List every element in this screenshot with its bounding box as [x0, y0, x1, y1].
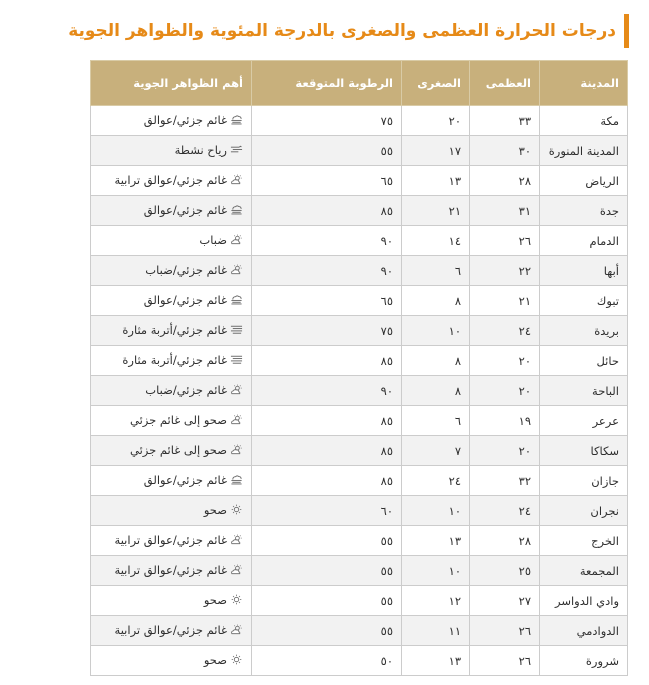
partly-cloudy-icon — [230, 534, 243, 545]
table-row — [91, 436, 628, 466]
min-temp-cell: ٢٤ — [402, 466, 470, 496]
weather-text: رياح نشطة — [174, 142, 227, 157]
table-row — [91, 496, 628, 526]
page-heading — [68, 14, 629, 48]
humidity-cell: ٩٠ — [252, 256, 402, 286]
max-temp-cell: ٢٨ — [470, 526, 540, 556]
max-temp-cell: ٣٢ — [470, 466, 540, 496]
partly-cloudy-icon — [230, 624, 243, 635]
min-temp-cell: ٦ — [402, 406, 470, 436]
table-row — [91, 646, 628, 676]
city-cell: جدة — [540, 196, 628, 226]
city-cell: تبوك — [540, 286, 628, 316]
city-cell: المجمعة — [540, 556, 628, 586]
min-temp-cell: ١٠ — [402, 316, 470, 346]
max-temp-cell: ٢٦ — [470, 646, 540, 676]
city-cell: مكة — [540, 106, 628, 136]
page-title: درجات الحرارة العظمى والصغرى بالدرجة المئوية والظواهر الجوية — [68, 21, 616, 41]
min-temp-cell: ١٠ — [402, 556, 470, 586]
table-header-row — [91, 61, 628, 106]
max-temp-cell: ٢٠ — [470, 376, 540, 406]
city-cell: بريدة — [540, 316, 628, 346]
max-temp-cell: ٢٦ — [470, 226, 540, 256]
city-cell: الباحة — [540, 376, 628, 406]
partly-cloudy-icon — [230, 444, 243, 455]
weather-text: صحو — [203, 592, 227, 607]
weather-text: غائم جزئي/ضباب — [145, 382, 227, 397]
city-cell: الدمام — [540, 226, 628, 256]
cloud-dust-icon — [230, 294, 243, 305]
weather-text: صحو إلى غائم جزئي — [130, 442, 227, 457]
weather-cell — [91, 106, 252, 136]
humidity-cell: ٧٥ — [252, 316, 402, 346]
max-temp-cell: ٣٣ — [470, 106, 540, 136]
weather-text: غائم جزئي/أتربة مثارة — [122, 322, 227, 337]
weather-text: غائم جزئي/عوالق ترابية — [114, 172, 227, 187]
humidity-cell: ٨٥ — [252, 346, 402, 376]
weather-text: غائم جزئي/عوالق ترابية — [114, 562, 227, 577]
min-temp-cell: ١٢ — [402, 586, 470, 616]
table-row — [91, 196, 628, 226]
min-temp-cell: ٨ — [402, 376, 470, 406]
table-row — [91, 136, 628, 166]
humidity-cell: ٦٥ — [252, 286, 402, 316]
min-temp-cell: ١٤ — [402, 226, 470, 256]
min-temp-cell: ٨ — [402, 286, 470, 316]
city-cell: الرياض — [540, 166, 628, 196]
weather-text: صحو — [203, 652, 227, 667]
min-temp-cell: ١٣ — [402, 526, 470, 556]
partly-cloudy-icon — [230, 264, 243, 275]
weather-cell — [91, 586, 252, 616]
weather-cell — [91, 406, 252, 436]
column-header-weather: أهم الظواهر الجوية — [91, 61, 252, 106]
weather-cell — [91, 136, 252, 166]
partly-cloudy-icon — [230, 384, 243, 395]
max-temp-cell: ٢٨ — [470, 166, 540, 196]
max-temp-cell: ٢٤ — [470, 316, 540, 346]
weather-cell — [91, 496, 252, 526]
city-cell: وادي الدواسر — [540, 586, 628, 616]
humidity-cell: ٨٥ — [252, 196, 402, 226]
column-header-min: الصغرى — [402, 61, 470, 106]
weather-text: غائم جزئي/ضباب — [145, 262, 227, 277]
min-temp-cell: ٢٠ — [402, 106, 470, 136]
weather-text: غائم جزئي/عوالق — [143, 472, 227, 487]
city-cell: نجران — [540, 496, 628, 526]
partly-cloudy-icon — [230, 174, 243, 185]
max-temp-cell: ٢١ — [470, 286, 540, 316]
humidity-cell: ٦٥ — [252, 166, 402, 196]
partly-cloudy-icon — [230, 564, 243, 575]
min-temp-cell: ١٣ — [402, 166, 470, 196]
max-temp-cell: ٢٤ — [470, 496, 540, 526]
weather-cell — [91, 166, 252, 196]
table-row — [91, 166, 628, 196]
city-cell: سكاكا — [540, 436, 628, 466]
table-row — [91, 616, 628, 646]
max-temp-cell: ٢٢ — [470, 256, 540, 286]
dust-icon — [230, 324, 243, 335]
partly-cloudy-icon — [230, 414, 243, 425]
city-cell: شرورة — [540, 646, 628, 676]
weather-text: صحو إلى غائم جزئي — [130, 412, 227, 427]
weather-cell — [91, 286, 252, 316]
min-temp-cell: ٢١ — [402, 196, 470, 226]
humidity-cell: ٧٥ — [252, 106, 402, 136]
table-row — [91, 316, 628, 346]
weather-cell — [91, 526, 252, 556]
weather-text: غائم جزئي/عوالق — [143, 112, 227, 127]
max-temp-cell: ٣٠ — [470, 136, 540, 166]
min-temp-cell: ٦ — [402, 256, 470, 286]
column-header-humidity: الرطوبة المتوقعة — [252, 61, 402, 106]
city-cell: جازان — [540, 466, 628, 496]
city-cell: الخرج — [540, 526, 628, 556]
dust-icon — [230, 354, 243, 365]
humidity-cell: ٨٥ — [252, 466, 402, 496]
table-row — [91, 286, 628, 316]
min-temp-cell: ١٠ — [402, 496, 470, 526]
table-row — [91, 346, 628, 376]
weather-table — [90, 60, 628, 676]
weather-text: صحو — [203, 502, 227, 517]
weather-cell — [91, 196, 252, 226]
humidity-cell: ٥٥ — [252, 556, 402, 586]
cloud-dust-icon — [230, 114, 243, 125]
sun-icon — [230, 504, 243, 515]
weather-cell — [91, 256, 252, 286]
city-cell: المدينة المنورة — [540, 136, 628, 166]
max-temp-cell: ٢٠ — [470, 346, 540, 376]
weather-text: غائم جزئي/عوالق — [143, 292, 227, 307]
weather-cell — [91, 346, 252, 376]
city-cell: الدوادمي — [540, 616, 628, 646]
humidity-cell: ٥٠ — [252, 646, 402, 676]
weather-text: غائم جزئي/عوالق ترابية — [114, 622, 227, 637]
weather-cell — [91, 376, 252, 406]
weather-text: غائم جزئي/عوالق ترابية — [114, 532, 227, 547]
max-temp-cell: ٢٥ — [470, 556, 540, 586]
city-cell: أبها — [540, 256, 628, 286]
min-temp-cell: ٧ — [402, 436, 470, 466]
table-row — [91, 256, 628, 286]
table-row — [91, 586, 628, 616]
weather-cell — [91, 226, 252, 256]
weather-cell — [91, 466, 252, 496]
table-row — [91, 376, 628, 406]
humidity-cell: ٥٥ — [252, 136, 402, 166]
max-temp-cell: ٣١ — [470, 196, 540, 226]
max-temp-cell: ١٩ — [470, 406, 540, 436]
weather-cell — [91, 646, 252, 676]
table-row — [91, 226, 628, 256]
weather-text: غائم جزئي/عوالق — [143, 202, 227, 217]
humidity-cell: ٨٥ — [252, 436, 402, 466]
weather-cell — [91, 616, 252, 646]
partly-cloudy-icon — [230, 234, 243, 245]
max-temp-cell: ٢٧ — [470, 586, 540, 616]
sun-icon — [230, 594, 243, 605]
column-header-max: العظمى — [470, 61, 540, 106]
weather-text: ضباب — [199, 232, 227, 247]
sun-icon — [230, 654, 243, 665]
city-cell: عرعر — [540, 406, 628, 436]
humidity-cell: ٩٠ — [252, 226, 402, 256]
table-row — [91, 526, 628, 556]
min-temp-cell: ١٣ — [402, 646, 470, 676]
humidity-cell: ٥٥ — [252, 526, 402, 556]
min-temp-cell: ٨ — [402, 346, 470, 376]
humidity-cell: ٥٥ — [252, 586, 402, 616]
wind-icon — [230, 144, 243, 155]
humidity-cell: ٦٠ — [252, 496, 402, 526]
humidity-cell: ٩٠ — [252, 376, 402, 406]
min-temp-cell: ١١ — [402, 616, 470, 646]
humidity-cell: ٥٥ — [252, 616, 402, 646]
weather-cell — [91, 316, 252, 346]
table-row — [91, 106, 628, 136]
max-temp-cell: ٢٦ — [470, 616, 540, 646]
weather-cell — [91, 556, 252, 586]
min-temp-cell: ١٧ — [402, 136, 470, 166]
table-row — [91, 406, 628, 436]
table-row — [91, 556, 628, 586]
cloud-dust-icon — [230, 204, 243, 215]
city-cell: حائل — [540, 346, 628, 376]
table-row — [91, 466, 628, 496]
cloud-dust-icon — [230, 474, 243, 485]
humidity-cell: ٨٥ — [252, 406, 402, 436]
max-temp-cell: ٢٠ — [470, 436, 540, 466]
column-header-city: المدينة — [540, 61, 628, 106]
weather-cell — [91, 436, 252, 466]
weather-text: غائم جزئي/أتربة مثارة — [122, 352, 227, 367]
